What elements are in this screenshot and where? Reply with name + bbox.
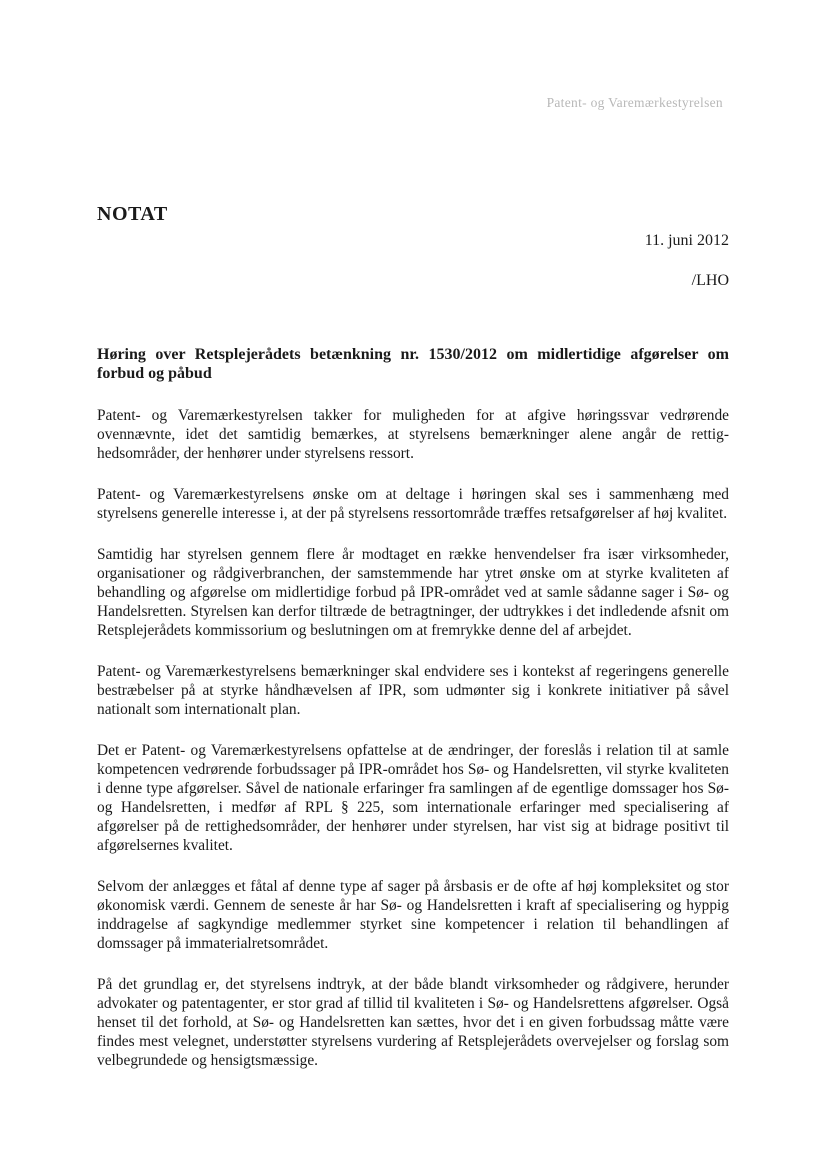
paragraph-1: Patent- og Varemærkestyrelsen takker for muligheden for at afgive høringssvar vedrørende ovennævnte, idet det samtidig bemærkes, at styrelsens bemærkninger alene angår de rettighedsområder, der henhører under styrelsens ressort. [97,407,729,462]
paragraph-2: Patent- og Varemærkestyrelsens ønske om at deltage i høringen skal ses i sammenhæng med styrelsens generelle interesse i, at der på styrelsens ressortområde træffes retsafgørelser af høj kvalitet. [97,486,729,522]
document-body [97,345,729,1092]
paragraph-6: Selvom der anlægges et fåtal af denne type af sager på årsbasis er de ofte af høj kompleksitet og stor økonomisk værdi. Gennem de seneste år har Sø- og Handelsretten i kraft af specialisering og hyppig inddragelse af sagkyndige medlemmer styrket sine kompetencer i relation til behandlingen af domssager på immaterialretsområdet. [97,878,729,952]
document-type-heading: NOTAT [97,203,168,225]
letterhead-organization: Patent- og Varemærkestyrelsen [546,95,723,110]
paragraph-4: Patent- og Varemærkestyrelsens bemærkninger skal endvidere ses i kontekst af regeringens generelle bestræbelser på at styrke håndhævelsen af IPR, som udmønter sig i konkrete initiativer på såvel nationalt som internationalt plan. [97,663,729,718]
paragraph-5: Det er Patent- og Varemærkestyrelsens opfattelse at de ændringer, der foreslås i relation til at samle kompetencen vedrørende forbudssager på IPR-området hos Sø- og Handelsretten, vil styrke kvaliteten i denne type afgørelser. Såvel de nationale erfaringer fra samlingen af de egentlige domssager hos Sø- og Handelsretten, i medfør af RPL § 225, som internationale erfaringer med specialisering af afgørelser på de rettighedsområder, der henhører under styrelsen, har vist sig at bidrage positivt til afgørelsernes kvalitet. [97,742,729,854]
author-initials: /LHO [691,272,729,289]
subject-heading: Høring over Retsplejerådets betænkning nr. 1530/2012 om midlertidige afgørelser om forbud og påbud [97,346,729,382]
paragraph-3: Samtidig har styrelsen gennem flere år modtaget en række henvendelser fra især virksomheder, organisationer og rådgiverbranchen, der samstemmende har ytret ønske om at styrke kvaliteten af behandling og afgørelse om midlertidige forbud på IPR-området ved at samle sådanne sager i Sø- og Handelsretten. Styrelsen kan derfor tiltræde de betragtninger, der udtrykkes i det indledende afsnit om Retsplejerådets kommissorium og beslutningen om at fremrykke denne del af arbejdet. [97,546,729,639]
document-date: 11. juni 2012 [644,232,729,249]
paragraph-7: På det grundlag er, det styrelsens indtryk, at der både blandt virksomheder og rådgivere, herunder advokater og patentagenter, er stor grad af tillid til kvaliteten i Sø- og Handelsrettens afgørelser. Også henset til det forhold, at Sø- og Handelsretten kan sættes, hvor det i en given forbudssag måtte være findes mest velegnet, understøtter styrelsens vurdering af Retsplejerådets overvejelser og forslag som velbegrundede og hensigtsmæssige. [97,976,729,1069]
